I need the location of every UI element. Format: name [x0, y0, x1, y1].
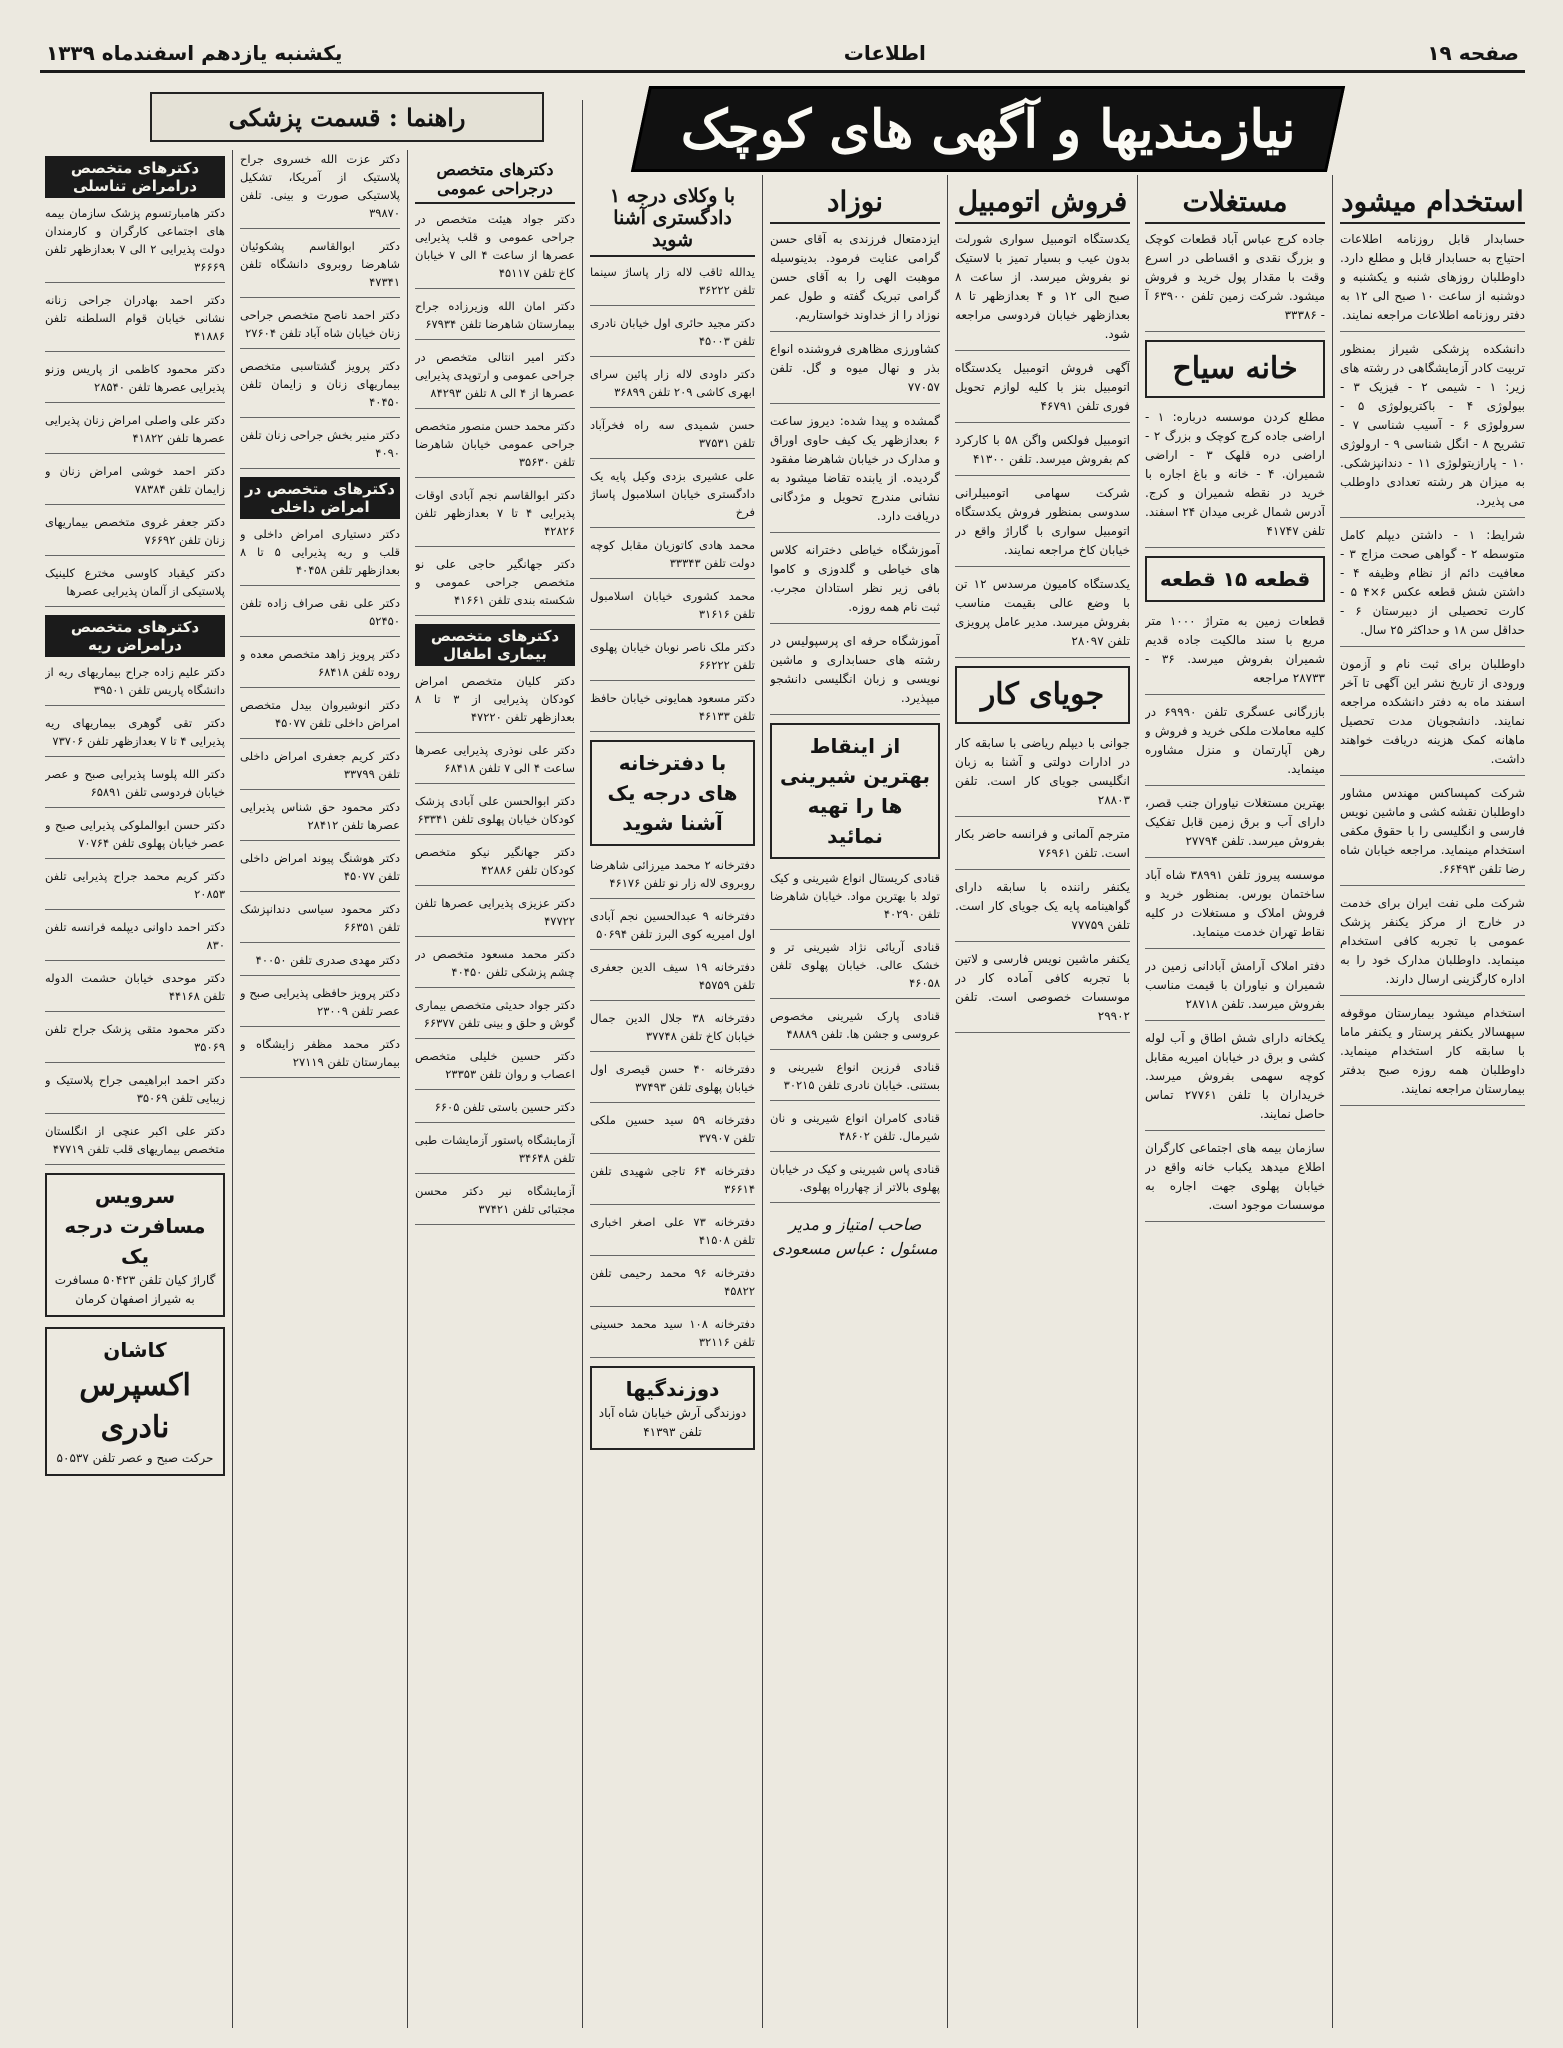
classified-ad: دکتر ابوالحسن علی آبادی پزشک کودکان خیابان پهلوی تلفن ۶۳۳۴۱ — [415, 792, 575, 835]
classified-ad: ایزدمتعال فرزندی به آقای حسن گرامی عنایت فرمود. بدینوسیله موهبت الهی را به آقای حسن گرامی تبریک گفته و طول عمر نوزاد را از خداوند خواستاریم. — [770, 230, 940, 332]
classified-ad: دکتر منیر بخش جراحی زنان تلفن ۴۰۹۰ — [240, 426, 400, 469]
boxed-ad — [1145, 340, 1325, 398]
classified-ad: دفتر املاک آرامش آبادانی زمین در شمیران و نیاوران با قیمت مناسب بفروش میرسد. تلفن ۲۸۷۱۸ — [1145, 957, 1325, 1021]
boxed-ad-title: جویای کار — [980, 677, 1105, 712]
column-divider — [947, 175, 948, 2028]
classified-ad: دکتر عزیزی پذیرایی عصرها تلفن ۴۷۷۲۲ — [415, 894, 575, 937]
section-heading: دکترهای متخصص درامراض تناسلی — [45, 156, 225, 198]
classified-ad: شرکت کمپساکس مهندس مشاور داوطلبان نقشه کشی و ماشین نویس فارسی و انگلیسی را با حقوق مکفی استخدام مینماید. مراجعه خیابان شاه رضا تلفن ۶۶۴۹۳. — [1340, 784, 1525, 886]
classified-ad: دکتر داودی لاله زار پائین سرای ابهری کاشی ۲۰۹ تلفن ۳۶۸۹۹ — [590, 365, 755, 408]
classified-ad: یکنفر ماشین نویس فارسی و لاتین با تجربه کافی آماده کار در موسسات خصوصی است. تلفن ۲۹۹۰۲ — [955, 950, 1130, 1033]
column-divider — [762, 175, 763, 2028]
classified-ad: دکتر ملک ناصر نوبان خیابان پهلوی تلفن ۶۶۲۲۲ — [590, 638, 755, 681]
classified-ad: قنادی فرزین انواع شیرینی و بستنی. خیابان نادری تلفن ۳۰۲۱۵ — [770, 1058, 940, 1101]
classified-ad: دکتر محمد مسعود متخصص در چشم پزشکی تلفن ۴۰۴۵۰ — [415, 945, 575, 988]
classified-ad: قنادی کریستال انواع شیرینی و کیک تولد با بهترین مواد. خیابان شاهرضا تلفن ۴۰۲۹۰ — [770, 869, 940, 930]
classified-ad: شرایط: ۱ - داشتن دیپلم کامل متوسطه ۲ - گواهی صحت مزاج ۳ - معافیت دائم از نظام وظیفه ۴ - داشتن شش قطعه عکس ۶×۴ ۵ - کارت تحصیلی از دبیرستان ۶ - حداقل سن ۱۸ و حداکثر ۲۵ سال. — [1340, 526, 1525, 647]
classified-ad: دکتر جواد هیئت متخصص در جراحی عمومی و قلب پذیرایی عصرها از ساعت ۴ الی ۷ خیابان کاخ تلفن ۴۵۱۱۷ — [415, 210, 575, 289]
classified-ad: دکتر جواد حدیثی متخصص بیماری گوش و حلق و بینی تلفن ۶۶۳۷۷ — [415, 996, 575, 1039]
section-heading: دکترهای متخصص درامراض ریه — [45, 615, 225, 657]
guide-title-text: راهنما : قسمت پزشکی — [228, 102, 466, 132]
column-newborn-misc — [770, 175, 940, 2028]
boxed-ad — [45, 1173, 225, 1317]
classified-ad: دکتر محمود حق شناس پذیرایی عصرها تلفن ۲۸۴۱۲ — [240, 798, 400, 841]
classified-ad: دفترخانه ۳۸ جلال الدین جمال خیابان کاخ تلفن ۳۷۷۴۸ — [590, 1009, 755, 1052]
column-divider — [1332, 175, 1333, 2028]
classified-ad: بازرگانی عسگری تلفن ۶۹۹۹۰ در کلیه معاملات ملکی خرید و فروش و رهن آپارتمان و منزل مشاوره مینماید. — [1145, 703, 1325, 786]
classified-ad: دکتر محمود سیاسی دندانپزشک تلفن ۶۶۳۵۱ — [240, 900, 400, 943]
classified-ad: دکتر احمد داوانی دیپلمه فرانسه تلفن ۸۳۰ — [45, 918, 225, 961]
classified-ad: دکتر پرویز زاهد متخصص معده و روده تلفن ۶۸۴۱۸ — [240, 645, 400, 688]
classified-ad: دکتر جعفر غروی متخصص بیماریهای زنان تلفن ۷۶۶۹۲ — [45, 513, 225, 556]
boxed-ad — [590, 1366, 755, 1450]
column-divider — [1137, 175, 1138, 2028]
classified-ad: دفترخانه ۱۹ سیف الدین جعفری تلفن ۴۵۷۵۹ — [590, 958, 755, 1001]
classified-ad: مطلع کردن موسسه درباره: ۱ - اراضی جاده کرج کوچک و بزرگ ۲ - اراضی دره قلهک ۳ - اراضی شمیران. ۴ - خانه و باغ اجاره با خرید در نقطه شمیران و کرج. آدرس شمال غربی میدان ۲۴ اسفند. تلفن ۴۱۷۴۷ — [1145, 408, 1325, 548]
column-heading: مستغلات — [1145, 181, 1325, 224]
boxed-ad-subtitle: از اینقاط بهترین شیرینی ها را تهیه نمائید — [780, 734, 930, 848]
section-heading: دکترهای متخصص بیماری اطفال — [415, 624, 575, 666]
classified-ad: دفترخانه ۱۰۸ سید محمد حسینی تلفن ۳۲۱۱۶ — [590, 1315, 755, 1358]
classified-ad: علی عشیری بزدی وکیل پایه یک دادگستری خیابان اسلامبول پاساژ فرخ — [590, 467, 755, 528]
classified-ad: قنادی آریائی نژاد شیرینی تر و خشک عالی. خیابان پهلوی تلفن ۴۶۰۵۸ — [770, 938, 940, 999]
classified-ad: دفترخانه ۹۶ محمد رحیمی تلفن ۴۵۸۲۲ — [590, 1264, 755, 1307]
boxed-ad-title: خانه سیاح — [1172, 351, 1298, 386]
header-paper-name: اطلاعات — [843, 41, 926, 65]
classified-ad: جوانی با دیپلم ریاضی با سابقه کار در ادارات دولتی و آشنا به زبان انگلیسی جویای کار است. تلفن ۲۸۸۰۳ — [955, 734, 1130, 817]
classified-ad: آموزشگاه خیاطی دخترانه کلاس های خیاطی و گلدوزی و کاموا بافی زیر نظر استادان مجرب. ثبت نام همه روزه. — [770, 541, 940, 624]
classified-ad: آموزشگاه حرفه ای پرسپولیس در رشته های حسابداری و ماشین نویسی و زبان انگلیسی دانشجو میپذیرد. — [770, 632, 940, 715]
classified-ad: دکتر پرویز حافظی پذیرایی صبح و عصر تلفن ۲۳۰۰۹ — [240, 984, 400, 1027]
classified-ad: دکتر کیقباد کاوسی مخترع کلینیک پلاستیکی از آلمان پذیرایی عصرها — [45, 564, 225, 607]
classified-ad: دکتر احمد ناصح متخصص جراحی زنان خیابان شاه آباد تلفن ۲۷۶۰۴ — [240, 306, 400, 349]
classified-ad: دکتر انوشیروان بیدل متخصص امراض داخلی تلفن ۴۵۰۷۷ — [240, 696, 400, 739]
classified-ad: محمد هادی کاتوزیان مقابل کوچه دولت تلفن ۳۳۳۴۳ — [590, 536, 755, 579]
classified-ad: دکتر حسین خلیلی متخصص اعصاب و روان تلفن ۲۳۳۵۳ — [415, 1047, 575, 1090]
column-heading: دکترهای متخصص درجراحی عمومی — [415, 156, 575, 204]
classified-ad: یکخانه دارای شش اطاق و آب لوله کشی و برق در خیابان امیریه مقابل کوچه سهمی بفروش میرسد. خریداران با تلفن ۲۷۷۶۱ تماس حاصل نمایند. — [1145, 1029, 1325, 1131]
page-header — [40, 36, 1525, 73]
classified-ad: دکتر محمد حسن منصور متخصص جراحی عمومی خیابان شاهرضا تلفن ۳۵۶۳۰ — [415, 417, 575, 478]
classified-ad: آزمایشگاه پاستور آزمایشات طبی تلفن ۳۴۶۴۸ — [415, 1131, 575, 1174]
column-lawyers-notaries — [590, 175, 755, 2028]
classified-ad: دکتر احمد بهادران جراحی زنانه نشانی خیابان قوام السلطنه تلفن ۴۱۸۸۶ — [45, 291, 225, 352]
classified-ad: دکتر الله پلوسا پذیرایی صبح و عصر خیابان فردوسی تلفن ۶۵۸۹۱ — [45, 765, 225, 808]
classified-ad: دکتر موحدی خیابان حشمت الدوله تلفن ۴۴۱۶۸ — [45, 969, 225, 1012]
classified-ad: دکتر مجید حائری اول خیابان نادری تلفن ۴۵۰۰۳ — [590, 314, 755, 357]
classified-ad: دکتر هوشنگ پیوند امراض داخلی تلفن ۴۵۰۷۷ — [240, 849, 400, 892]
header-page-label: صفحه ۱۹ — [1427, 41, 1519, 65]
classified-ad: دکتر امان الله وزیرزاده جراح بیمارستان شاهرضا تلفن ۶۷۹۳۴ — [415, 297, 575, 340]
classified-ad: دکتر محمود کاظمی از پاریس وزنو پذیرایی عصرها تلفن ۲۸۵۴۰ — [45, 360, 225, 403]
header-date: یکشنبه یازدهم اسفندماه ۱۳۳۹ — [46, 41, 343, 65]
boxed-ad-subtitle: با دفترخانه های درجه یک آشنا شوید — [607, 751, 738, 835]
publisher-signature: صاحب امتیاز و مدیر مسئول : عباس مسعودی — [772, 1215, 938, 1258]
column-car-sales — [955, 175, 1130, 2028]
boxed-ad-subtitle: سرویس مسافرت درجه یک — [64, 1184, 206, 1268]
boxed-ad — [770, 723, 940, 859]
boxed-ad-subtitle: دوزندگیها — [625, 1377, 720, 1401]
classified-ad: دکتر امیر انتالی متخصص در جراحی عمومی و ارتوپدی پذیرایی عصرها از ۴ الی ۸ تلفن ۸۴۲۹۳ — [415, 348, 575, 409]
classified-ad: اتومبیل فولکس واگن ۵۸ با کارکرد کم بفروش میرسد. تلفن ۴۱۳۰۰ — [955, 431, 1130, 476]
classified-ad: گمشده و پیدا شده: دیروز ساعت ۶ بعدازظهر یک کیف حاوی اوراق و مدارک در خیابان شاهرضا مفقود گردیده. از یابنده تقاضا میشود به نشانی مندرج تحویل و مژدگانی دریافت دارد. — [770, 412, 940, 533]
classified-ad: کشاورزی مظاهری فروشنده انواع بذر و نهال میوه و گل. تلفن ۷۷۰۵۷ — [770, 340, 940, 404]
classified-ad: جاده کرج عباس آباد قطعات کوچک و بزرگ نقدی و اقساطی در اسرع وقت با مقدار پول خرید و فروش میشود. شرکت زمین تلفن ۶۳۹۰۰ آ - ۳۳۳۸۶ — [1145, 230, 1325, 332]
classified-ad: سازمان بیمه های اجتماعی کارگران اطلاع میدهد یکباب خانه واقع در خیابان پهلوی جهت اجاره به موسسات موجود است. — [1145, 1139, 1325, 1222]
classified-ad: دکتر محمود متقی پزشک جراح تلفن ۳۵۰۶۹ — [45, 1020, 225, 1063]
classified-ad: دکتر کریم محمد جراح پذیرایی تلفن ۲۰۸۵۳ — [45, 867, 225, 910]
column-gynecology-internal — [240, 150, 400, 2028]
boxed-ad-text: دوزندگی آرش خیابان شاه آباد تلفن ۴۱۳۹۳ — [598, 1406, 747, 1439]
classified-ad: دکتر احمد ابراهیمی جراح پلاستیک و زیبایی تلفن ۳۵۰۶۹ — [45, 1071, 225, 1114]
column-divider — [582, 100, 583, 2028]
classified-ad: داوطلبان برای ثبت نام و آزمون ورودی از تاریخ نشر این آگهی تا آخر اسفند ماه به دفتر دانشکده مراجعه نمایند. دانشجویان مدت تحصیل ماهانه کمک هزینه دریافت خواهند داشت. — [1340, 655, 1525, 776]
column-divider — [407, 150, 408, 2028]
column-employment — [1340, 175, 1525, 2028]
classified-ad: دکتر مهدی صدری تلفن ۴۰۰۵۰ — [240, 951, 400, 976]
column-real-estate — [1145, 175, 1325, 2028]
classified-ad: دفترخانه ۲ محمد میرزائی شاهرضا روبروی لاله زار نو تلفن ۴۶۱۷۶ — [590, 856, 755, 899]
classified-ad: دکتر کریم جعفری امراض داخلی تلفن ۳۳۷۹۹ — [240, 747, 400, 790]
boxed-ad — [955, 666, 1130, 724]
classified-ad: دکتر علی واصلی امراض زنان پذیرایی عصرها تلفن ۴۱۸۲۲ — [45, 411, 225, 454]
classified-ad: دکتر جهانگیر نیکو متخصص کودکان تلفن ۴۲۸۸۶ — [415, 843, 575, 886]
classified-ad: قنادی پارک شیرینی مخصوص عروسی و جشن ها. تلفن ۴۸۸۸۹ — [770, 1007, 940, 1050]
column-heading: فروش اتومبیل — [955, 181, 1130, 224]
classified-ad: دانشکده پزشکی شیراز بمنظور تربیت کادر آزمایشگاهی در رشته های زیر: ۱ - شیمی ۲ - فیزیک ۳ - بیولوژی ۴ - باکتریولوژی ۵ - سرولوژی ۶ - آسیب شناسی ۷ - تشریح ۸ - انگل شناسی ۹ - ارولوژی ۱۰ - پارازیتولوژی ۱۱ - دندانپزشکی. به میزان هر رشته تعدادی داوطلب می پذیرد. — [1340, 340, 1525, 518]
classified-ad: آزمایشگاه نیر دکتر محسن مجتبائی تلفن ۳۷۴۲۱ — [415, 1182, 575, 1225]
column-heading: با وکلای درجه ۱ دادگستری آشنا شوید — [590, 181, 755, 257]
classified-ad: دکتر علیم زاده جراح بیماریهای ریه از دانشگاه پاریس تلفن ۳۹۵۰۱ — [45, 663, 225, 706]
classified-ad: دفترخانه ۵۹ سید حسین ملکی تلفن ۳۷۹۰۷ — [590, 1111, 755, 1154]
classified-ad: دفترخانه ۴۰ حسن قیصری اول خیابان پهلوی تلفن ۳۷۴۹۳ — [590, 1060, 755, 1103]
classified-ad: حسابدار قابل روزنامه اطلاعات احتیاج به حسابدار قابل و مطلع دارد. داوطلبان روزهای شنبه و یکشنبه و دوشنبه از ساعت ۱۰ صبح الی ۱۲ به دفتر روزنامه اطلاعات مراجعه نمایند. — [1340, 230, 1525, 332]
classified-ad: دکتر کلیان متخصص امراض کودکان پذیرایی از ۳ تا ۸ بعدازظهر تلفن ۴۷۲۲۰ — [415, 672, 575, 733]
boxed-ad-text: گاراژ کیان تلفن ۵۰۴۲۳ مسافرت به شیراز اصفهان کرمان — [54, 1273, 216, 1306]
classified-ad: موسسه پیروز تلفن ۳۸۹۹۱ شاه آباد ساختمان بورس. بمنظور خرید و فروش املاک و مستغلات در کلیه نقاط تهران خدمت مینماید. — [1145, 866, 1325, 949]
classified-ad: قطعات زمین به متراژ ۱۰۰۰ متر مربع با سند مالکیت جاده قدیم شمیران بفروش میرسد. ۳۶ - ۲۸۷۳۳ مراجعه — [1145, 612, 1325, 695]
classified-ad: دکتر ابوالقاسم پشکوئیان شاهرضا روبروی دانشگاه تلفن ۴۷۳۴۱ — [240, 237, 400, 298]
classified-ad: دکتر تقی گوهری بیماریهای ریه پذیرایی ۴ تا ۷ بعدازظهر تلفن ۷۳۷۰۶ — [45, 714, 225, 757]
classified-ad: شرکت سهامی اتومبیلرانی سدوسی بمنظور فروش یکدستگاه اتومبیل سواری با گاراژ واقع در خیابان کاخ مراجعه نمایند. — [955, 484, 1130, 567]
classified-ad: قنادی پاس شیرینی و کیک در خیابان پهلوی بالاتر از چهارراه پهلوی. — [770, 1160, 940, 1203]
classified-ad: محمد کشوری خیابان اسلامبول تلفن ۳۱۶۱۶ — [590, 587, 755, 630]
boxed-ad — [590, 740, 755, 846]
classified-ad: شرکت ملی نفت ایران برای خدمت در خارج از مرکز یکنفر پزشک عمومی با تجربه کافی استخدام مینماید. داوطلبان مدارک خود را به اداره کارگزینی ارسال دارند. — [1340, 894, 1525, 996]
boxed-ad-title: اکسپرس نادری — [79, 1368, 191, 1445]
classified-ad: دکتر احمد خوشی امراض زنان و زایمان تلفن ۷۸۳۸۴ — [45, 462, 225, 505]
boxed-ad-subtitle: قطعه ۱۵ قطعه — [1159, 567, 1311, 591]
classified-ad: دفترخانه ۷۳ علی اصغر اخباری تلفن ۴۱۵۰۸ — [590, 1213, 755, 1256]
classified-ad: دکتر علی اکبر عنچی از انگلستان متخصص بیماریهای قلب تلفن ۴۷۷۱۹ — [45, 1122, 225, 1165]
classified-ad: دکتر عزت الله خسروی جراح پلاستیک از آمریکا، تشکیل پلاستیکی صورت و بینی. تلفن ۳۹۸۷۰ — [240, 150, 400, 229]
column-surgeons-pediatrics — [415, 150, 575, 2028]
classified-ad: دکتر ابوالقاسم نجم آبادی اوقات پذیرایی ۴ تا ۷ بعدازظهر تلفن ۴۲۸۲۶ — [415, 486, 575, 547]
classified-ad: دکتر حسن ابوالملوکی پذیرایی صبح و عصر خیابان پهلوی تلفن ۷۰۷۶۴ — [45, 816, 225, 859]
classified-ad: دکتر حسین باستی تلفن ۶۶۰۵ — [415, 1098, 575, 1123]
boxed-ad — [1145, 556, 1325, 602]
boxed-ad — [45, 1327, 225, 1476]
column-heading: استخدام میشود — [1340, 181, 1525, 224]
section-heading: دکترهای متخصص در امراض داخلی — [240, 477, 400, 519]
classified-ad: یکدستگاه اتومبیل سواری شورلت بدون عیب و بسیار تمیز با لاستیک نو بفروش میرسد. از ساعت ۸ صبح الی ۱۲ و ۴ بعدازظهر تا ۸ بعدازظهر خیابان فردوسی مراجعه شود. — [955, 230, 1130, 351]
classified-ad: دکتر مسعود همایونی خیابان حافظ تلفن ۴۶۱۳۳ — [590, 689, 755, 732]
classified-ad: یدالله ثاقب لاله زار پاساژ سینما تلفن ۳۶۲۲۲ — [590, 263, 755, 306]
medical-guide-title — [150, 92, 544, 142]
classified-ad: دکتر پرویز گشتاسبی متخصص بیماریهای زنان و زایمان تلفن ۴۰۴۵۰ — [240, 357, 400, 418]
classified-ad: دکتر جهانگیر حاجی علی نو متخصص جراحی عمومی و شکسته بندی تلفن ۴۱۶۶۱ — [415, 555, 575, 616]
column-heading: نوزاد — [770, 181, 940, 224]
banner-title: نیازمندیها و آگهی های کوچک — [680, 98, 1296, 160]
classified-ad: یکنفر راننده با سابقه دارای گواهینامه پایه یک جویای کار است. تلفن ۷۷۷۵۹ — [955, 878, 1130, 942]
classified-ad: قنادی کامران انواع شیرینی و نان شیرمال. تلفن ۴۸۶۰۲ — [770, 1109, 940, 1152]
classified-ad: آگهی فروش اتومبیل یکدستگاه اتومبیل بنز با کلیه لوازم تحویل فوری تلفن ۴۶۷۹۱ — [955, 359, 1130, 423]
classified-ad: دکتر هامبارتسوم پزشک سازمان بیمه های اجتماعی کارگران و کارمندان دولت پذیرایی ۲ الی ۷ بعدازظهر تلفن ۳۶۶۶۹ — [45, 204, 225, 283]
boxed-ad-text: حرکت صبح و عصر تلفن ۵۰۵۳۷ — [56, 1451, 214, 1465]
classified-ad: بهترین مستغلات نیاوران جنب قصر، دارای آب و برق زمین قابل تفکیک بفروش میرسد. تلفن ۲۷۷۹۴ — [1145, 794, 1325, 858]
classified-ad: دکتر دستیاری امراض داخلی و قلب و ریه پذیرایی ۵ تا ۸ بعدازظهر تلفن ۴۰۴۵۸ — [240, 525, 400, 586]
classified-ad: مترجم آلمانی و فرانسه حاضر بکار است. تلفن ۷۶۹۶۱ — [955, 825, 1130, 870]
classified-ad: دفترخانه ۶۴ تاجی شهیدی تلفن ۳۶۶۱۴ — [590, 1162, 755, 1205]
classified-ad: دکتر محمد مظفر زایشگاه و بیمارستان تلفن ۲۷۱۱۹ — [240, 1035, 400, 1078]
classified-ad: حسن شمیدی سه راه فخرآباد تلفن ۳۷۵۳۱ — [590, 416, 755, 459]
classified-ad: دکتر علی نوذری پذیرایی عصرها ساعت ۴ الی ۷ تلفن ۶۸۴۱۸ — [415, 741, 575, 784]
boxed-ad-subtitle: کاشان — [103, 1338, 167, 1362]
classified-ad: استخدام میشود بیمارستان موقوفه سپهسالار یکنفر پرستار و یکنفر ماما با سابقه کار استخدام مینماید. داوطلبان همه روزه صبح بدفتر بیمارستان مراجعه نمایند. — [1340, 1004, 1525, 1106]
classified-ad: دکتر علی نقی صراف زاده تلفن ۵۲۴۵۰ — [240, 594, 400, 637]
column-divider — [232, 150, 233, 2028]
classifieds-banner — [631, 86, 1345, 172]
column-venereal-lung — [45, 150, 225, 2028]
classified-ad: یکدستگاه کامیون مرسدس ۱۲ تن با وضع عالی بقیمت مناسب بفروش میرسد. مدیر عامل پرویزی تلفن ۲۸۰۹۷ — [955, 575, 1130, 658]
classified-ad: دفترخانه ۹ عبدالحسین نجم آبادی اول امیریه کوی البرز تلفن ۵۰۶۹۴ — [590, 907, 755, 950]
